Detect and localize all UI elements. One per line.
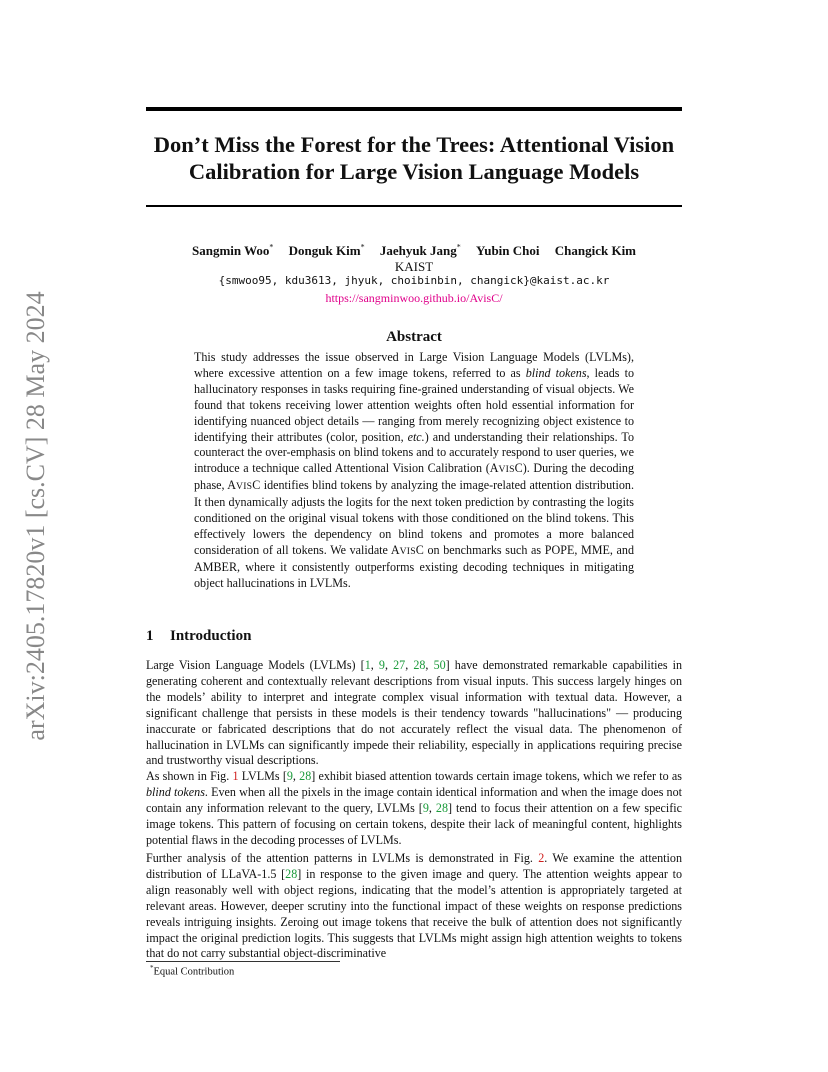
figure-reference-link[interactable]: 1 bbox=[232, 769, 239, 783]
section-heading-introduction: 1 Introduction bbox=[146, 628, 252, 644]
footnote: *Equal Contribution bbox=[150, 964, 235, 978]
project-url-link[interactable]: https://sangminwoo.github.io/AvisC/ bbox=[325, 291, 503, 305]
intro-paragraph-3: Further analysis of the attention patterns in LVLMs is demonstrated in Fig. 2. We examine the attention distribution of LLaVA-1.5 [28] in response to the given image and query. The attention weights appear to align reasonably well with object regions, indicating that the model’s attention is appropriately targeted at relevant areas. However, deeper scrutiny into the functional impact of these weights on response predictions reveals intriguing insights. Zeroing out image tokens that receive the bulk of attention does not significantly impact the original prediction logits. This suggests that LVLMs might assign high attention weights to tokens that do not carry substantial object-discriminative bbox=[146, 851, 683, 961]
author-name: Jaehyuk Jang* bbox=[379, 243, 461, 259]
intro-paragraph-2: As shown in Fig. 1 LVLMs [9, 28] exhibit biased attention towards certain image tokens, which we refer to as blind tokens. Even when all the pixels in the image contain identical information and when the image does not contain any information relevant to the query, LVLMs [9, 28] tend to focus their attention on a few specific image tokens. This pattern of focusing on certain tokens, despite their lack of meaningful content, highlights potential flaws in the decoding processes of LVLMs. bbox=[146, 769, 683, 847]
footnote-rule bbox=[146, 961, 340, 962]
title-top-rule bbox=[146, 107, 682, 111]
author-name: Sangmin Woo* bbox=[191, 243, 274, 259]
author-emails: {smwoo95, kdu3613, jhyuk, choibinbin, changick}@kaist.ac.kr bbox=[218, 274, 610, 287]
author-name: Changick Kim bbox=[554, 243, 637, 259]
citation-link[interactable]: 27 bbox=[393, 658, 406, 672]
abstract-body: This study addresses the issue observed in Large Vision Language Models (LVLMs), where excessive attention on a few image tokens, referred to as blind tokens, leads to hallucinatory responses in tasks requiring fine-grained understanding of visual objects. We found that tokens receiving lower attention weights often hold essential information for identifying nuanced object details — ranging from merely recognizing object existence to identifying their attributes (color, position, etc.) and understanding their relationships. To counteract the over-emphasis on blind tokens and to accurately respond to user queries, we introduce a technique called Attentional Vision Calibration (AVISC). During the decoding phase, AVISC identifies blind tokens by analyzing the image-related attention distribution. It then dynamically adjusts the logits for the next token prediction by contrasting the logits conditioned on the original visual tokens with those conditioned on the blind tokens. This effectively lowers the dependency on blind tokens and promotes a more balanced consideration of all tokens. We validate AVISC on benchmarks such as POPE, MME, and AMBER, where it consistently outperforms existing decoding techniques in mitigating object hallucinations in LVLMs. bbox=[194, 350, 635, 590]
citation-link[interactable]: 28 bbox=[435, 800, 448, 815]
citation-link[interactable]: 1 bbox=[364, 658, 371, 672]
author-affiliation: KAIST bbox=[394, 259, 434, 274]
title-bottom-rule bbox=[146, 205, 682, 207]
intro-paragraph-1: Large Vision Language Models (LVLMs) [1, 9, 27, 28, 50] have demonstrated remarkable capabilities in generating coherent and contextually relevant descriptions from visual inputs. This success largely hinges on the models’ ability to interpret and integrate complex visual information with textual data. However, a significant challenge that persists in these models is their tendency towards "hallucinations" — producing inaccurate or fabricated descriptions that do not accurately reflect the visual data. The phenomenon of hallucination in LVLMs can significantly impede their reliability, especially in applications requiring precise and trustworthy visual descriptions. bbox=[146, 658, 683, 768]
citation-link[interactable]: 50 bbox=[433, 658, 446, 672]
citation-link[interactable]: 28 bbox=[285, 866, 298, 881]
citation-link[interactable]: 9 bbox=[378, 658, 385, 672]
citation-link[interactable]: 28 bbox=[413, 658, 426, 672]
citation-link[interactable]: 9 bbox=[422, 800, 429, 815]
citation-link[interactable]: 9 bbox=[286, 769, 293, 783]
paper-title bbox=[146, 131, 682, 185]
figure-reference-link[interactable]: 2 bbox=[538, 851, 545, 865]
author-name: Donguk Kim* bbox=[288, 243, 365, 259]
author-list bbox=[146, 243, 682, 259]
title-line-1: Don’t Miss the Forest for the Trees: Attentional Vision bbox=[153, 132, 675, 157]
author-name: Yubin Choi bbox=[476, 243, 540, 259]
arxiv-sidebar-stamp: arXiv:2405.17820v1 [cs.CV] 28 May 2024 bbox=[21, 291, 50, 741]
citation-link[interactable]: 28 bbox=[299, 769, 312, 783]
abstract-heading: Abstract bbox=[386, 329, 442, 345]
title-line-2: Calibration for Large Vision Language Models bbox=[188, 159, 640, 184]
